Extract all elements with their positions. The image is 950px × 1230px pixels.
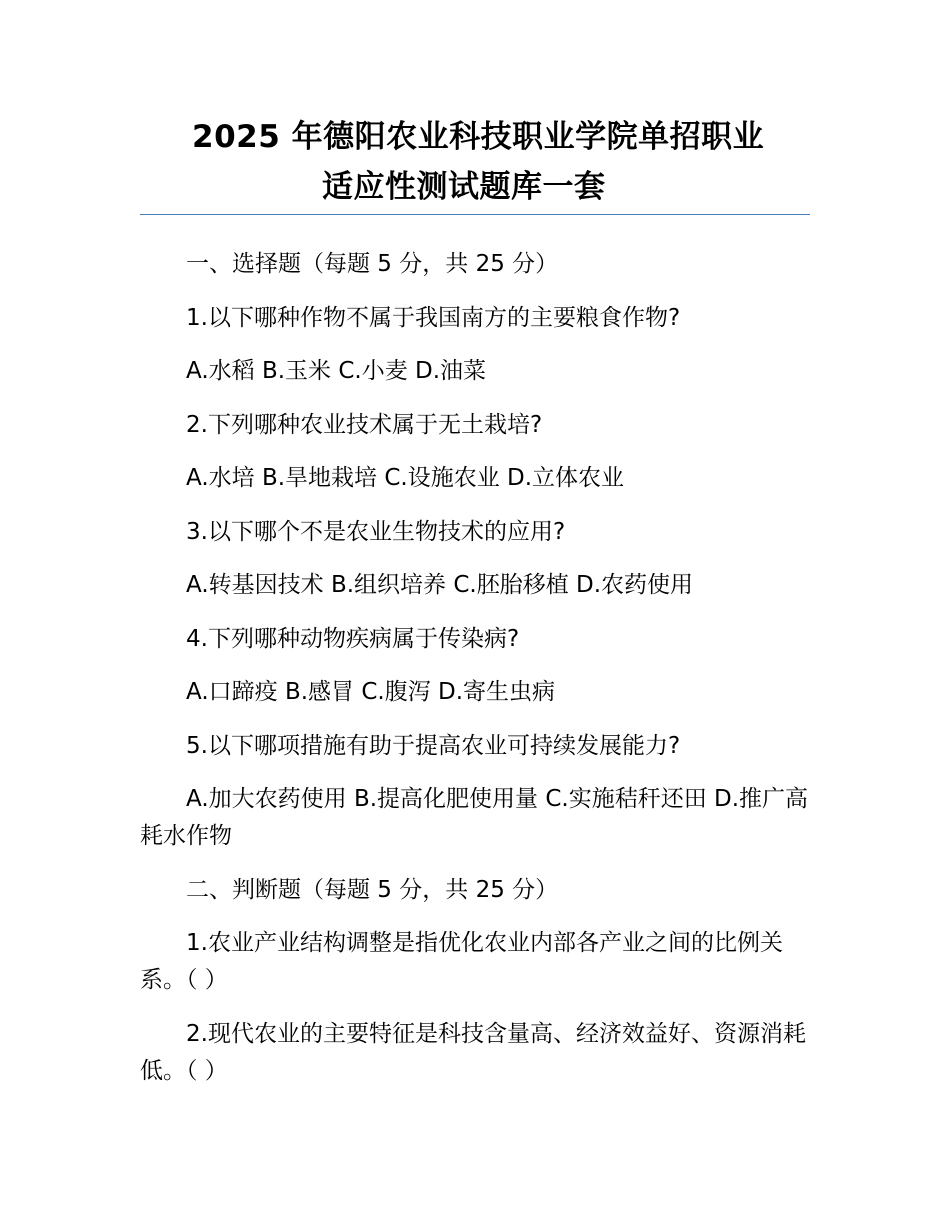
judgment-1: 1.农业产业结构调整是指优化农业内部各产业之间的比例关系。（ ）	[140, 930, 783, 993]
question-2: 2.下列哪种农业技术属于无土栽培?	[186, 411, 543, 438]
options-3: A.转基因技术 B.组织培养 C.胚胎移植 D.农药使用	[186, 572, 694, 598]
options-4: A.口蹄疫 B.感冒 C.腹泻 D.寄生虫病	[186, 679, 556, 705]
section-heading-judgment: 二、判断题（每题 5 分，共 25 分）	[186, 876, 559, 903]
options-5: A.加大农药使用 B.提高化肥使用量 C.实施秸秆还田 D.推广高耗水作物	[140, 786, 809, 849]
question-4: 4.下列哪种动物疾病属于传染病?	[186, 625, 520, 652]
section-heading-choice: 一、选择题（每题 5 分，共 25 分）	[186, 251, 559, 277]
title-line-2: 适应性测试题库一套	[322, 169, 606, 205]
options-1: A.水稻 B.玉米 C.小麦 D.油菜	[186, 358, 487, 384]
document-body	[140, 246, 810, 1106]
options-2: A.水培 B.旱地栽培 C.设施农业 D.立体农业	[186, 465, 625, 491]
question-1: 1.以下哪种作物不属于我国南方的主要粮食作物?	[186, 304, 681, 331]
judgment-2: 2.现代农业的主要特征是科技含量高、经济效益好、资源消耗低。（ ）	[140, 1020, 806, 1084]
title-line-1: 2025 年德阳农业科技职业学院单招职业	[192, 119, 765, 155]
document-title	[140, 112, 810, 212]
question-3: 3.以下哪个不是农业生物技术的应用?	[186, 518, 566, 545]
title-divider	[140, 214, 810, 215]
question-5: 5.以下哪项措施有助于提高农业可持续发展能力?	[186, 732, 681, 759]
